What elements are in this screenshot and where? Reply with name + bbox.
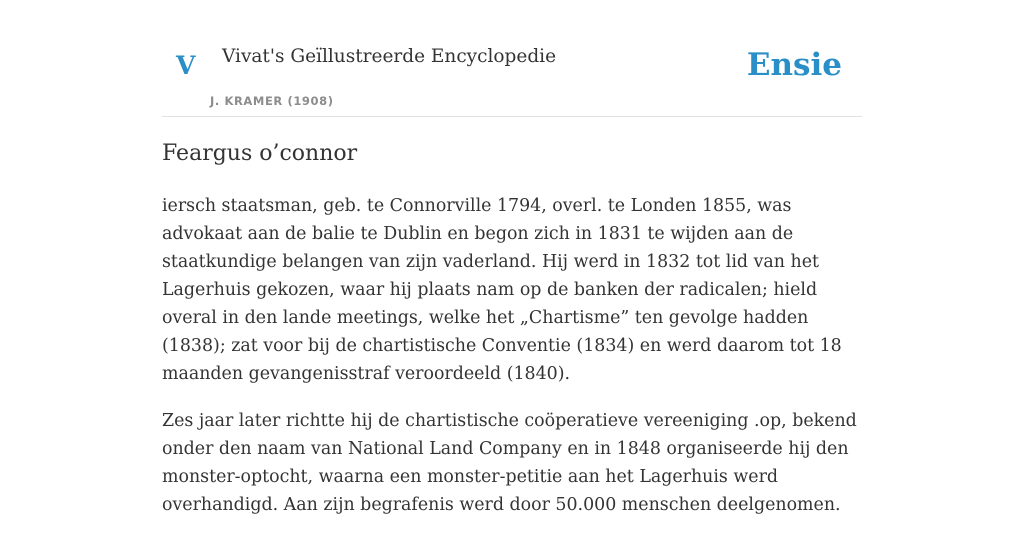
page xyxy=(162,0,862,515)
book-title[interactable]: Vivat's Geïllustreerde Encyclopedie xyxy=(222,46,557,67)
header xyxy=(162,0,862,117)
book-author: J. KRAMER (1908) xyxy=(210,94,334,108)
ensie-brand-link[interactable]: Ensie xyxy=(746,47,842,83)
article-paragraph: iersch staatsman, geb. te Connorville 1794, overl. te Londen 1855, was advokaat aan de balie te Dublin en begon zich in 1831 te wijden aan de staatkundige belangen van zijn vaderland. Hij werd in 1832 tot lid van het Lagerhuis gekozen, waar hij plaats nam op de banken der radicalen; hield overal in den lande meetings, welke het „Chartisme” ten gevolge hadden (1838); zat voor bij de chartistische Conventie (1834) en werd daarom tot 18 maanden gevangenisstraf veroordeeld (1840). xyxy=(162,196,842,384)
article-paragraph: Zes jaar later richtte hij de chartistische coöperatieve vereeniging .op, bekend onder den naam van National Land Company en in 1848 organiseerde hij den monster-optocht, waarna een monster-petitie aan het Lagerhuis werd overhandigd. Aan zijn begrafenis werd door 50.000 menschen deelgenomen. xyxy=(162,411,857,515)
article-title: Feargus o’connor xyxy=(162,141,358,166)
encyclopedia-logo-icon[interactable]: V xyxy=(176,51,196,80)
article-body xyxy=(162,192,862,538)
